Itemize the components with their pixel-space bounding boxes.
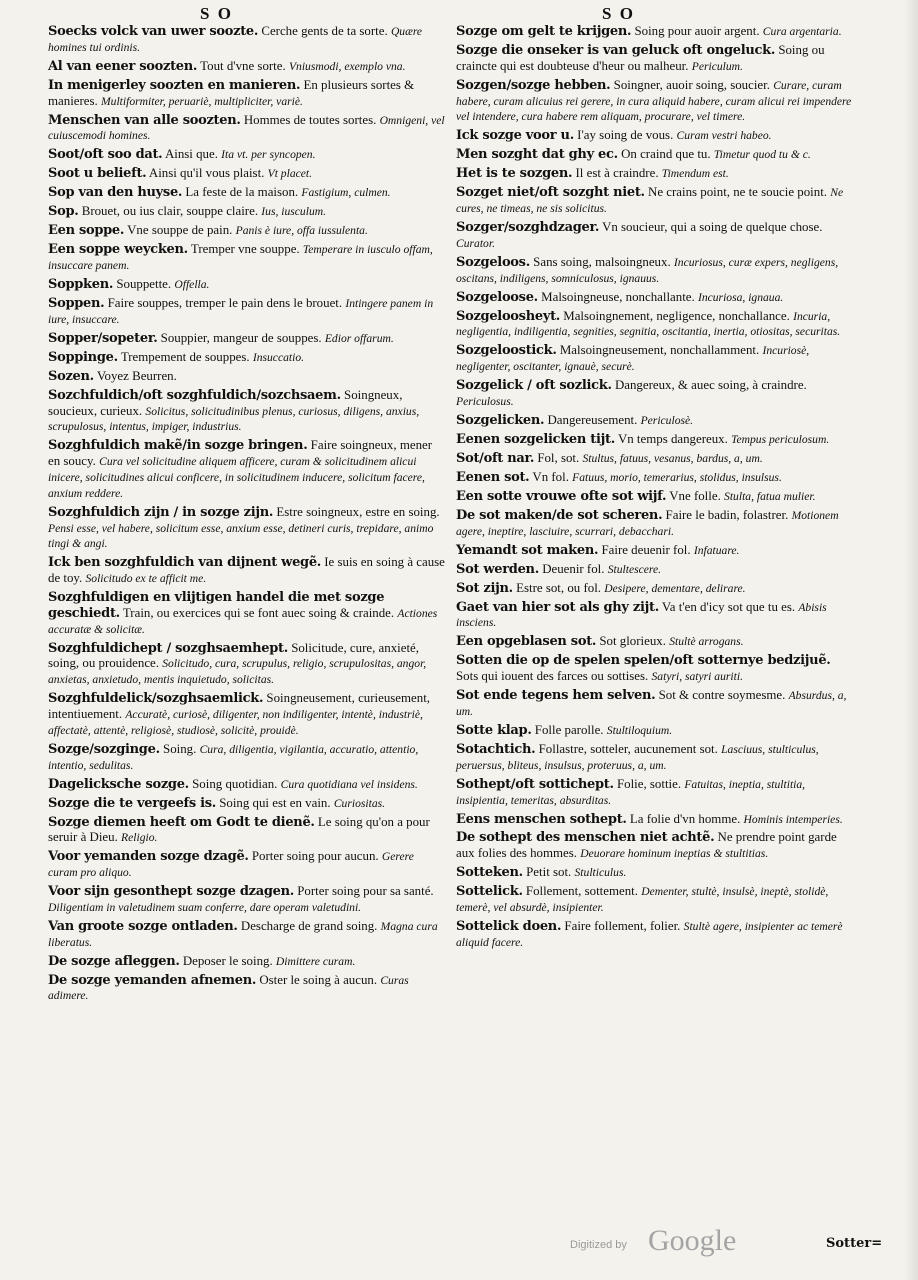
- entry-headword: Een soppe weycken.: [48, 242, 188, 258]
- entry-french-gloss: Malsoingneuse, nonchallante.: [541, 289, 695, 304]
- dictionary-entry: [48, 641, 446, 688]
- entry-french-gloss: Deposer le soing.: [182, 953, 273, 968]
- dictionary-entry: [48, 369, 446, 385]
- entry-latin-gloss: Cura vel solicitudine aliquem afficere, curam & solicitudinem alicui inicere, solicitudines alicui conficere, in solicitudinem inducere, solicitum facere, anxium reddere.: [48, 455, 425, 500]
- entry-french-gloss: Tremper vne souppe.: [190, 242, 300, 257]
- entry-headword: Eenen sot.: [456, 469, 530, 485]
- entry-french-gloss: Sot glorieux.: [599, 634, 666, 649]
- dictionary-entry: [48, 185, 446, 201]
- entry-headword: Voor sijn gesonthept sozge dzagen.: [48, 884, 294, 900]
- entry-headword: Sozgeloostick.: [456, 343, 557, 359]
- entry-french-gloss: Souppier, mangeur de souppes.: [160, 330, 322, 345]
- entry-french-gloss: Follement, sottement.: [525, 884, 638, 899]
- entry-latin-gloss: Cura, diligentia, vigilantia, accuratio, attentio, intentio, sedulitas.: [48, 742, 419, 772]
- entry-headword: Soecks volck van uwer soozte.: [48, 24, 259, 39]
- running-head-left: S O: [200, 4, 233, 23]
- entry-french-gloss: En plusieurs sortes & manieres.: [48, 77, 415, 108]
- entry-headword: Eens menschen sothept.: [456, 811, 627, 827]
- entry-latin-gloss: Edior offarum.: [324, 331, 394, 345]
- dictionary-entry: [456, 432, 854, 448]
- entry-headword: Sozgen/sozge hebben.: [456, 77, 611, 93]
- entry-french-gloss: Ie suis en soing à cause de toy.: [48, 555, 445, 586]
- entry-latin-gloss: Stultiloquium.: [606, 723, 673, 737]
- entry-latin-gloss: Fatuitas, ineptia, stultitia, insipientia, temeritas, absurditas.: [456, 777, 806, 807]
- entry-latin-gloss: Cura argentaria.: [762, 25, 842, 38]
- entry-headword: Sot zijn.: [456, 580, 513, 596]
- entry-headword: De sot maken/de sot scheren.: [456, 507, 663, 523]
- entry-headword: Sozgelick / oft sozlick.: [456, 378, 612, 394]
- entry-french-gloss: Ne prendre point garde aux folies des hommes.: [456, 830, 837, 861]
- entry-headword: Dagelicksche sozge.: [48, 776, 189, 792]
- entry-latin-gloss: Incuriosè, negligenter, oscitanter, ignauè, securè.: [456, 344, 810, 374]
- entry-latin-gloss: Periculosè.: [640, 413, 694, 427]
- entry-french-gloss: Souppette.: [116, 277, 172, 292]
- entry-latin-gloss: Magna cura liberatus.: [48, 919, 438, 949]
- entry-french-gloss: Soing qui est en vain.: [219, 795, 331, 810]
- entry-latin-gloss: Diligentiam in valetudinem suam conferre, dare operam valetudini.: [48, 900, 362, 914]
- entry-headword: De sozge yemanden afnemen.: [48, 972, 257, 988]
- dictionary-entry: [48, 242, 446, 274]
- entry-latin-gloss: Panis è iure, offa iussulenta.: [235, 224, 368, 238]
- page-gutter-shadow: [904, 0, 918, 1280]
- entry-french-gloss: Faire follement, folier.: [564, 919, 681, 934]
- entry-french-gloss: La folie d'vn homme.: [629, 811, 741, 826]
- entry-latin-gloss: Temperare in iusculo offam, insuccare panem.: [48, 243, 433, 273]
- entry-headword: Soppken.: [48, 277, 114, 293]
- dictionary-entry: [456, 309, 854, 341]
- entry-latin-gloss: Ius, iusculum.: [261, 205, 327, 219]
- entry-headword: Eenen sozgelicken tijt.: [456, 431, 615, 447]
- entry-latin-gloss: Curator.: [456, 236, 495, 250]
- entry-french-gloss: Faire deuenir fol.: [601, 542, 691, 557]
- entry-french-gloss: Brouet, ou ius clair, souppe claire.: [81, 204, 259, 219]
- entry-latin-gloss: Accuratè, curiosè, diligenter, non indiligenter, intentè, industriè, affectatè, attentè, religiosè, studiosè, solicitè, prouidè.: [48, 708, 423, 737]
- entry-headword: Sozge die te vergeefs is.: [48, 795, 216, 811]
- dictionary-entry: [456, 600, 854, 632]
- dictionary-entry: [48, 590, 446, 637]
- dictionary-entry: [48, 691, 446, 738]
- right-column: [456, 24, 854, 954]
- entry-latin-gloss: Deuorare hominum ineptias & stultitias.: [580, 847, 769, 861]
- entry-headword: Sot ende tegens hem selven.: [456, 688, 656, 704]
- dictionary-entry: [48, 505, 446, 552]
- entry-french-gloss: Malsoingneusement, nonchallamment.: [559, 343, 760, 358]
- entry-french-gloss: Soing ou craincte qui est doubteuse d'heur ou malheur.: [456, 42, 825, 73]
- entry-french-gloss: Ainsi qu'il vous plaist.: [148, 166, 265, 181]
- dictionary-entry: [48, 973, 446, 1005]
- entry-french-gloss: Fol, sot.: [537, 450, 580, 465]
- entry-french-gloss: Soingneux, soucieux, curieux.: [48, 387, 403, 418]
- dictionary-entry: [48, 296, 446, 328]
- entry-headword: Gaet van hier sot als ghy zijt.: [456, 599, 659, 615]
- entry-french-gloss: Dangereusement.: [547, 412, 638, 427]
- dictionary-entry: [456, 343, 854, 375]
- watermark: [570, 1222, 770, 1262]
- entry-french-gloss: Vne folle.: [669, 488, 721, 503]
- entry-headword: Sozge/sozginge.: [48, 741, 160, 757]
- entry-headword: Yemandt sot maken.: [456, 542, 599, 558]
- entry-headword: Sozgeloosheyt.: [456, 308, 561, 324]
- entry-headword: Sozge diemen heeft om Godt te dienẽ.: [48, 814, 315, 830]
- entry-latin-gloss: Satyri, satyri auriti.: [651, 670, 743, 684]
- entry-latin-gloss: Vt placet.: [267, 167, 313, 181]
- dictionary-entry: [48, 777, 446, 793]
- entry-latin-gloss: Periculosus.: [456, 394, 514, 408]
- entry-french-gloss: Hommes de toutes sortes.: [243, 112, 377, 127]
- entry-french-gloss: Faire soingneux, mener en soucy.: [48, 438, 433, 469]
- entry-latin-gloss: Offella.: [174, 278, 210, 292]
- dictionary-entry: [48, 796, 446, 812]
- entry-french-gloss: Le soing qu'on a pour seruir à Dieu.: [48, 814, 430, 845]
- entry-french-gloss: Solicitude, cure, anxieté, soing, ou prouidence.: [48, 640, 419, 671]
- entry-headword: Sop van den huyse.: [48, 185, 183, 201]
- dictionary-entry: [456, 78, 854, 125]
- entry-headword: Sotachtich.: [456, 741, 536, 757]
- entry-french-gloss: Il est à craindre.: [575, 166, 659, 181]
- entry-french-gloss: Soing quotidian.: [192, 776, 278, 791]
- dictionary-entry: [456, 777, 854, 809]
- entry-french-gloss: Petit sot.: [526, 865, 572, 880]
- dictionary-entry: [456, 543, 854, 559]
- entry-latin-gloss: Vniusmodi, exemplo vna.: [288, 59, 406, 73]
- dictionary-entry: [48, 350, 446, 366]
- entry-headword: Men sozght dat ghy ec.: [456, 147, 618, 163]
- entry-headword: Een sotte vrouwe ofte sot wijf.: [456, 488, 667, 504]
- entry-latin-gloss: Stultè arrogans.: [669, 635, 744, 649]
- dictionary-entry: [456, 723, 854, 739]
- dictionary-entry: [48, 438, 446, 501]
- entry-french-gloss: Malsoingnement, negligence, nonchallance.: [563, 308, 790, 323]
- entry-headword: Van groote sozge ontladen.: [48, 918, 238, 934]
- entry-latin-gloss: Curare, curam habere, curam alicuius rei gerere, in cura aliquid habere, curam alicui rei impendere vel intendere, cura habere rem aliquam, procurare, vel timere.: [456, 78, 852, 124]
- entry-latin-gloss: Stulta, fatua mulier.: [724, 489, 816, 503]
- dictionary-entry: [48, 24, 446, 56]
- entry-latin-gloss: Tempus periculosum.: [731, 432, 830, 446]
- entry-latin-gloss: Ita vt. per syncopen.: [221, 148, 316, 162]
- entry-headword: Sottelick.: [456, 884, 523, 900]
- entry-latin-gloss: Hominis intemperies.: [743, 812, 843, 826]
- left-column: [48, 24, 446, 1007]
- entry-latin-gloss: Periculum.: [691, 59, 743, 73]
- entry-headword: Sothept/oft sottichept.: [456, 776, 614, 792]
- entry-headword: Sottelick doen.: [456, 919, 562, 935]
- entry-headword: Sotten die op de spelen spelen/oft sotternye bedzijuẽ.: [456, 653, 831, 669]
- entry-latin-gloss: Incuriosa, ignaua.: [697, 290, 784, 304]
- entry-french-gloss: Soing pour auoir argent.: [634, 24, 760, 38]
- entry-french-gloss: Folle parolle.: [534, 722, 604, 737]
- dictionary-entry: [456, 634, 854, 650]
- running-head-right: S O: [602, 4, 635, 23]
- entry-headword: In menigerley soozten en manieren.: [48, 77, 301, 93]
- entry-french-gloss: Va t'en d'icy sot que tu es.: [661, 599, 796, 614]
- entry-headword: Sozghfuldelick/sozghsaemlick.: [48, 691, 264, 707]
- dictionary-entry: [48, 113, 446, 145]
- dictionary-entry: [48, 166, 446, 182]
- entry-french-gloss: Folie, sottie.: [616, 776, 682, 791]
- entry-latin-gloss: Timetur quod tu & c.: [713, 148, 811, 162]
- dictionary-entry: [456, 43, 854, 75]
- entry-headword: Een soppe.: [48, 223, 125, 239]
- entry-latin-gloss: Actiones accuratæ & solicitæ.: [48, 606, 438, 636]
- entry-french-gloss: Train, ou exercices qui se font auec soing & crainde.: [122, 605, 395, 620]
- entry-latin-gloss: Incuria, negligentia, indiligentia, segnities, segnitia, oscitantia, inertia, otiositas, securitas.: [456, 309, 841, 339]
- dictionary-entry: [48, 147, 446, 163]
- entry-latin-gloss: Desipere, dementare, delirare.: [604, 581, 746, 595]
- entry-french-gloss: Soingner, auoir soing, soucier.: [613, 77, 770, 92]
- dictionary-entry: [456, 653, 854, 685]
- dictionary-entry: [456, 128, 854, 144]
- entry-headword: Sozger/sozghdzager.: [456, 220, 600, 236]
- watermark-digitized-by: Digitized by: [570, 1239, 627, 1251]
- dictionary-entry: [48, 555, 446, 587]
- entry-french-gloss: Faire le badin, folastrer.: [665, 507, 789, 522]
- dictionary-entry: [48, 849, 446, 881]
- entry-latin-gloss: Lasciuus, stulticulus, peruersus, bliteus, insulsus, proteruus, a, um.: [456, 742, 819, 772]
- entry-french-gloss: Sots qui iouent des farces ou sottises.: [456, 669, 649, 684]
- dictionary-entry: [48, 277, 446, 293]
- entry-french-gloss: Faire souppes, tremper le pain dens le brouet.: [107, 296, 343, 311]
- dictionary-entry: [456, 185, 854, 217]
- entry-latin-gloss: Dimittere curam.: [275, 954, 356, 968]
- entry-headword: Al van eener soozten.: [48, 58, 198, 74]
- entry-french-gloss: Dangereux, & auec soing, à craindre.: [614, 378, 807, 393]
- entry-headword: Soot/oft soo dat.: [48, 147, 163, 163]
- dictionary-entry: [48, 884, 446, 916]
- entry-headword: Sozget niet/oft sozght niet.: [456, 185, 645, 201]
- dictionary-entry: [456, 581, 854, 597]
- entry-latin-gloss: Stultescere.: [607, 562, 662, 576]
- dictionary-entry: [456, 865, 854, 881]
- entry-headword: Voor yemanden sozge dzagẽ.: [48, 849, 249, 865]
- entry-latin-gloss: Curas adimere.: [48, 973, 409, 1003]
- entry-french-gloss: Oster le soing à aucun.: [259, 972, 378, 987]
- dictionary-entry: [456, 255, 854, 287]
- entry-latin-gloss: Pensi esse, vel habere, solicitum esse, anxium esse, detineri curis, trepidare, animo tingi & angi.: [48, 521, 434, 551]
- entry-latin-gloss: Stulticulus.: [574, 866, 627, 880]
- entry-latin-gloss: Solicitus, solicitudinibus plenus, curiosus, diligens, anxius, scrupulosus, intentus, impiger, industrius.: [48, 404, 420, 434]
- dictionary-entry: [456, 290, 854, 306]
- entry-headword: Sozghfuldichept / sozghsaemhept.: [48, 640, 288, 656]
- entry-french-gloss: Soingneusement, curieusement, intentiuement.: [48, 691, 431, 722]
- entry-latin-gloss: Omnigeni, vel cuiuscemodi homines.: [48, 113, 445, 143]
- entry-french-gloss: La feste de la maison.: [185, 185, 299, 200]
- dictionary-entry: [456, 451, 854, 467]
- dictionary-entry: [456, 147, 854, 163]
- dictionary-entry: [456, 470, 854, 486]
- dictionary-entry: [48, 78, 446, 110]
- entry-french-gloss: Sot & contre soymesme.: [658, 688, 786, 703]
- entry-headword: Sozghfuldich makẽ/in sozge bringen.: [48, 438, 308, 454]
- dictionary-entry: [456, 688, 854, 720]
- entry-headword: Sozgelicken.: [456, 412, 545, 428]
- entry-headword: Soppen.: [48, 296, 105, 312]
- entry-headword: Sozghfuldigen en vlijtigen handel die met sozge geschiedt.: [48, 590, 385, 621]
- entry-latin-gloss: Abisis insciens.: [456, 600, 827, 630]
- entry-french-gloss: Estre soingneux, estre en soing.: [276, 504, 440, 519]
- entry-latin-gloss: Incuriosus, curæ expers, negligens, oscitans, indiligens, somniculosus, ignauus.: [456, 255, 839, 285]
- dictionary-entry: [456, 166, 854, 182]
- entry-french-gloss: Vne souppe de pain.: [127, 223, 233, 238]
- entry-headword: Sozgeloos.: [456, 254, 530, 270]
- entry-headword: De sothept des menschen niet achtẽ.: [456, 830, 715, 846]
- dictionary-entry: [456, 489, 854, 505]
- entry-french-gloss: Estre sot, ou fol.: [516, 580, 601, 595]
- entry-headword: Sozgeloose.: [456, 289, 538, 305]
- entry-french-gloss: Vn fol.: [532, 469, 569, 484]
- entry-headword: Ick sozge voor u.: [456, 128, 574, 144]
- dictionary-entry: [456, 742, 854, 774]
- dictionary-entry: [48, 388, 446, 435]
- dictionary-entry: [456, 220, 854, 252]
- entry-latin-gloss: Infatuare.: [693, 543, 740, 557]
- entry-headword: Sotte klap.: [456, 722, 532, 738]
- dictionary-entry: [456, 830, 854, 862]
- entry-latin-gloss: Gerere curam pro aliquo.: [48, 850, 414, 880]
- entry-french-gloss: Follastre, sotteler, aucunement sot.: [538, 741, 718, 756]
- dictionary-entry: [48, 742, 446, 774]
- entry-headword: Soot u belieft.: [48, 166, 147, 182]
- entry-latin-gloss: Fatuus, morio, temerarius, stolidus, insulsus.: [572, 470, 782, 484]
- entry-latin-gloss: Curiositas.: [333, 796, 386, 810]
- running-head: [0, 4, 918, 26]
- entry-latin-gloss: Timendum est.: [661, 167, 729, 181]
- dictionary-entry: [456, 884, 854, 916]
- entry-latin-gloss: Fastigium, culmen.: [301, 186, 391, 200]
- dictionary-entry: [48, 204, 446, 220]
- dictionary-entry: [456, 562, 854, 578]
- entry-latin-gloss: Solicitudo, cura, scrupulus, religio, scrupulositas, angor, anxietas, anxietudo, mentis inquietudo, solicitas.: [48, 657, 427, 687]
- dictionary-entry: [48, 223, 446, 239]
- entry-latin-gloss: Motionem agere, ineptire, lasciuire, scurrari, debacchari.: [456, 508, 839, 538]
- dictionary-entry: [456, 812, 854, 828]
- entry-latin-gloss: Cura quotidiana vel insidens.: [280, 777, 418, 791]
- entry-latin-gloss: Intingere panem in iure, insuccare.: [48, 297, 434, 326]
- entry-latin-gloss: Stultè agere, insipienter ac temerè aliquid facere.: [456, 920, 843, 949]
- entry-headword: Ick ben sozghfuldich van dijnent wegẽ.: [48, 555, 322, 571]
- entry-french-gloss: Soing.: [163, 741, 197, 756]
- entry-headword: Sozge die onseker is van geluck oft ongeluck.: [456, 42, 776, 58]
- entry-headword: Sozchfuldich/oft sozghfuldich/sozchsaem.: [48, 387, 341, 403]
- entry-headword: Een opgeblasen sot.: [456, 634, 597, 650]
- watermark-google-logo: Google: [648, 1224, 737, 1257]
- entry-latin-gloss: Stultus, fatuus, vesanus, bardus, a, um.: [582, 451, 763, 465]
- entry-headword: Soppinge.: [48, 349, 118, 365]
- entry-french-gloss: Sans soing, malsoingneux.: [533, 254, 671, 269]
- entry-headword: Sot/oft nar.: [456, 450, 535, 466]
- entry-latin-gloss: Solicitudo ex te afficit me.: [85, 572, 207, 586]
- entry-french-gloss: Descharge de grand soing.: [240, 918, 378, 933]
- entry-french-gloss: On craind que tu.: [621, 147, 711, 162]
- dictionary-entry: [48, 815, 446, 847]
- entry-latin-gloss: Ne cures, ne timeas, ne sis solicitus.: [456, 186, 844, 216]
- entry-french-gloss: Cerche gents de ta sorte.: [261, 24, 388, 38]
- catchword: Sotter=: [826, 1236, 883, 1251]
- entry-french-gloss: Porter soing pour sa santé.: [297, 884, 434, 899]
- entry-french-gloss: Trempement de souppes.: [120, 349, 250, 364]
- entry-french-gloss: I'ay soing de vous.: [577, 128, 674, 143]
- entry-latin-gloss: Insuccatio.: [252, 350, 305, 364]
- dictionary-entry: [48, 59, 446, 75]
- entry-french-gloss: Vn temps dangereux.: [617, 431, 728, 446]
- entry-headword: Menschen van alle soozten.: [48, 112, 241, 128]
- dictionary-entry: [48, 331, 446, 347]
- entry-french-gloss: Voyez Beurren.: [96, 368, 177, 383]
- entry-headword: Sop.: [48, 204, 79, 220]
- entry-french-gloss: Deuenir fol.: [542, 561, 605, 576]
- entry-headword: Sopper/sopeter.: [48, 330, 158, 346]
- entry-french-gloss: Ainsi que.: [164, 147, 218, 162]
- entry-headword: Sozen.: [48, 368, 94, 384]
- entry-french-gloss: Vn soucieur, qui a soing de quelque chose.: [602, 220, 823, 235]
- entry-latin-gloss: Curam vestri habeo.: [676, 129, 772, 143]
- dictionary-entry: [456, 413, 854, 429]
- entry-latin-gloss: Religio.: [121, 831, 158, 845]
- entry-latin-gloss: Quære homines tui ordinis.: [48, 25, 423, 54]
- dictionary-entry: [48, 954, 446, 970]
- entry-french-gloss: Tout d'vne sorte.: [200, 58, 286, 73]
- entry-latin-gloss: Multiformiter, peruariè, multipliciter, variè.: [100, 94, 303, 108]
- dictionary-entry: [456, 24, 854, 40]
- dictionary-entry: [48, 919, 446, 951]
- dictionary-entry: [456, 508, 854, 540]
- entry-headword: Sozge om gelt te krijgen.: [456, 24, 632, 39]
- entry-headword: Sotteken.: [456, 865, 523, 881]
- entry-french-gloss: Porter soing pour aucun.: [251, 849, 379, 864]
- entry-headword: De sozge afleggen.: [48, 953, 180, 969]
- dictionary-entry: [456, 919, 854, 951]
- entry-french-gloss: Ne crains point, ne te soucie point.: [648, 185, 828, 200]
- dictionary-entry: [456, 378, 854, 410]
- entry-headword: Het is te sozgen.: [456, 166, 573, 182]
- entry-latin-gloss: Absurdus, a, um.: [456, 689, 847, 718]
- entry-headword: Sozghfuldich zijn / in sozge zijn.: [48, 504, 274, 520]
- entry-headword: Sot werden.: [456, 561, 539, 577]
- entry-latin-gloss: Dementer, stultè, insulsè, ineptè, stolidè, temerè, vel absurdè, insipienter.: [456, 885, 829, 915]
